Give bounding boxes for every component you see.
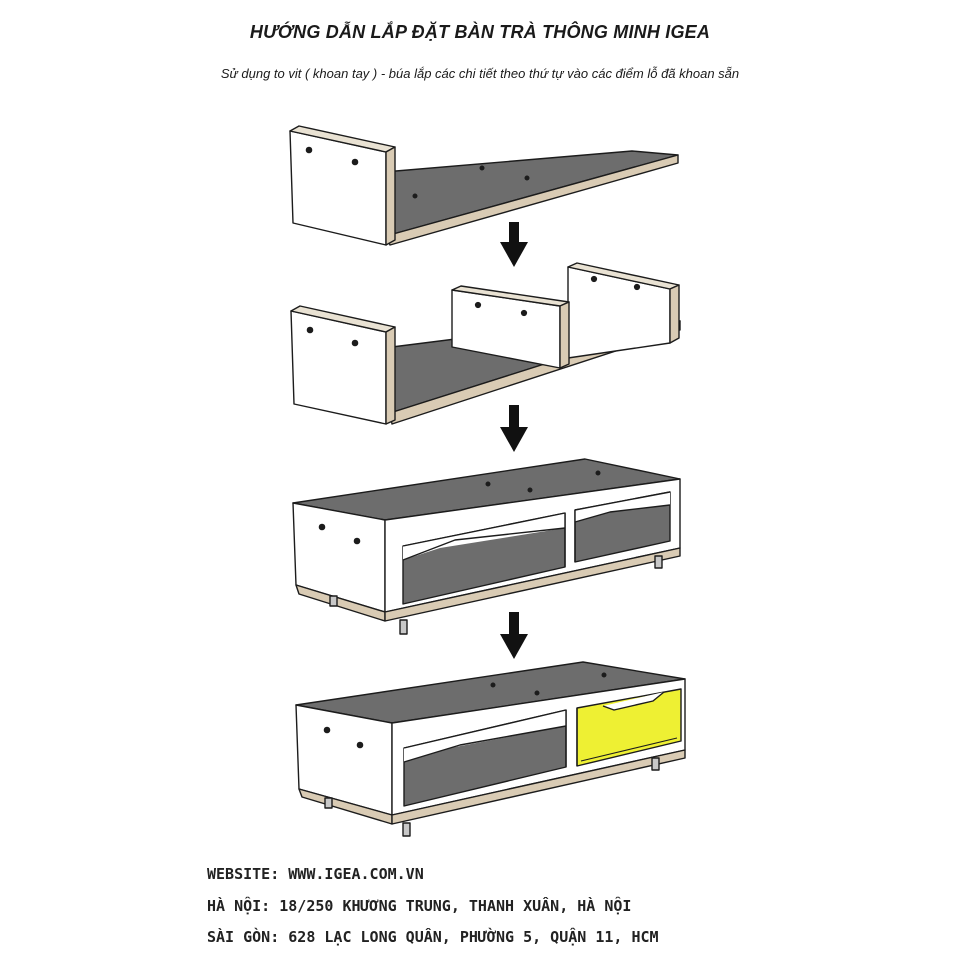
- step-1-side-panel-and-base: [290, 126, 678, 245]
- step-2-dividers-added: [291, 263, 680, 424]
- down-arrow-icon: [500, 612, 528, 659]
- step-4-drawer-inserted: [296, 662, 685, 836]
- down-arrow-icon: [500, 405, 528, 452]
- page-subtitle: Sử dụng to vit ( khoan tay ) - búa lắp các chi tiết theo thứ tự vào các điểm lỗ đã khoan sẵn: [220, 66, 740, 81]
- down-arrow-icon: [500, 222, 528, 267]
- step-3-top-attached: [293, 459, 680, 634]
- page-title: HƯỚNG DẪN LẮP ĐẶT BÀN TRÀ THÔNG MINH IGEA: [249, 22, 711, 42]
- contact-saigon: SÀI GÒN: 628 LẠC LONG QUÂN, PHƯỜNG 5, QUẬN 11, HCM: [207, 928, 659, 946]
- contact-hanoi: HÀ NỘI: 18/250 KHƯƠNG TRUNG, THANH XUÂN, HÀ NỘI: [207, 897, 632, 915]
- contact-website: WEBSITE: WWW.IGEA.COM.VN: [207, 865, 424, 883]
